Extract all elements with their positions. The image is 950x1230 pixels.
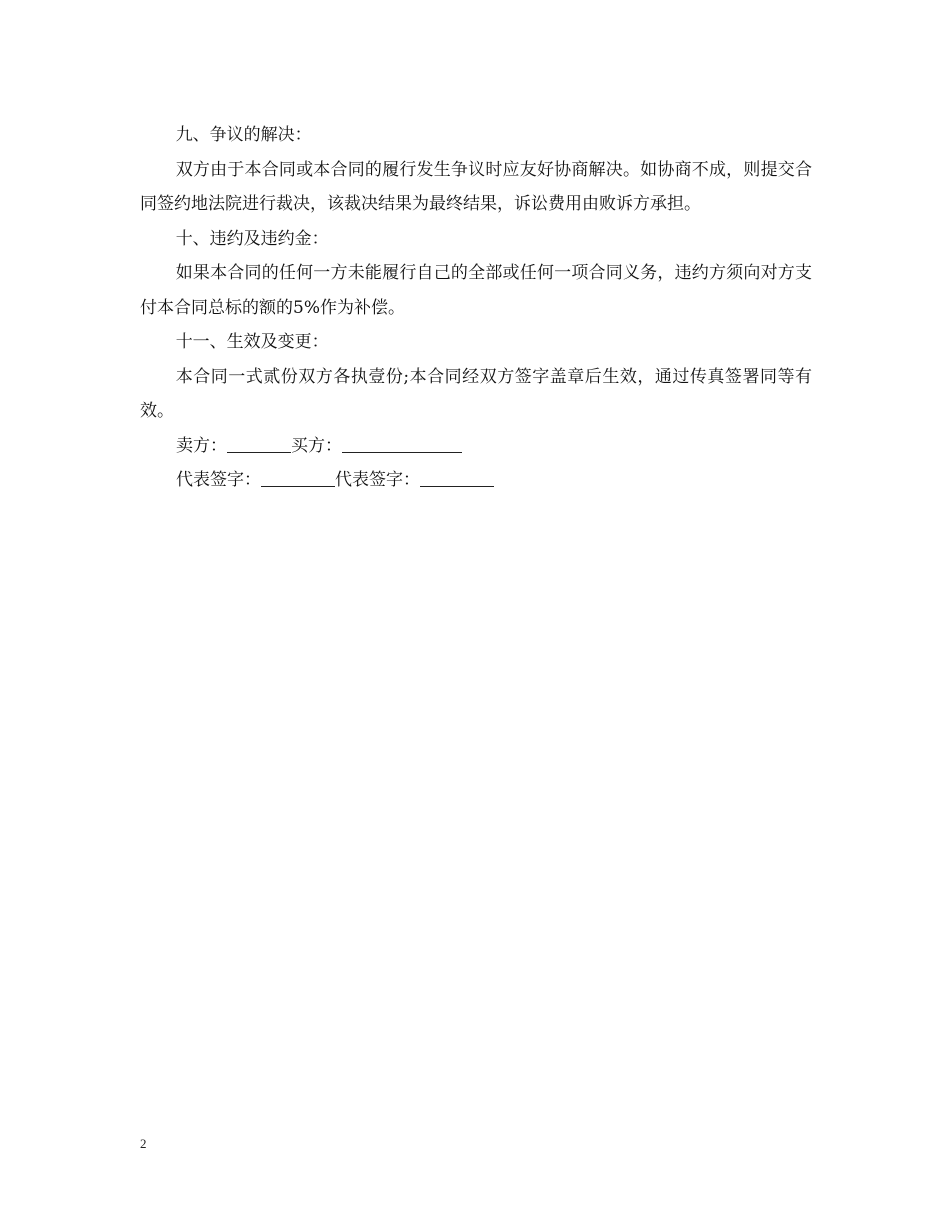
- buyer-rep-label: 代表签字：: [335, 470, 420, 490]
- party-signature-line: [140, 429, 812, 464]
- page-number: 2: [140, 1136, 147, 1151]
- representative-signature-line: [140, 463, 812, 498]
- buyer-rep-blank: [420, 470, 494, 487]
- section-heading-effect: 十一、生效及变更：: [175, 332, 329, 352]
- seller-label: 卖方：: [176, 435, 227, 456]
- section-body-effect: 本合同一式贰份双方各执壹份;本合同经双方签字盖章后生效，通过传真签署同等有效。: [140, 366, 812, 421]
- seller-rep-blank: [261, 470, 335, 487]
- seller-blank: [227, 436, 291, 453]
- section-heading-dispute: 九、争议的解决：: [175, 125, 312, 145]
- document-body: [140, 118, 812, 498]
- seller-rep-label: 代表签字：: [176, 470, 261, 490]
- section-body-dispute: 双方由于本合同或本合同的履行发生争议时应友好协商解决。如协商不成，则提交合同签约地法院进行裁决，该裁决结果为最终结果，诉讼费用由败诉方承担。: [140, 159, 812, 214]
- section-body-breach: 如果本合同的任何一方未能履行自己的全部或任何一项合同义务，违约方须向对方支付本合同总标的额的5%作为补偿。: [140, 263, 812, 318]
- section-heading-breach: 十、违约及违约金：: [175, 228, 329, 249]
- buyer-blank: [342, 436, 462, 453]
- buyer-label: 买方：: [291, 435, 342, 456]
